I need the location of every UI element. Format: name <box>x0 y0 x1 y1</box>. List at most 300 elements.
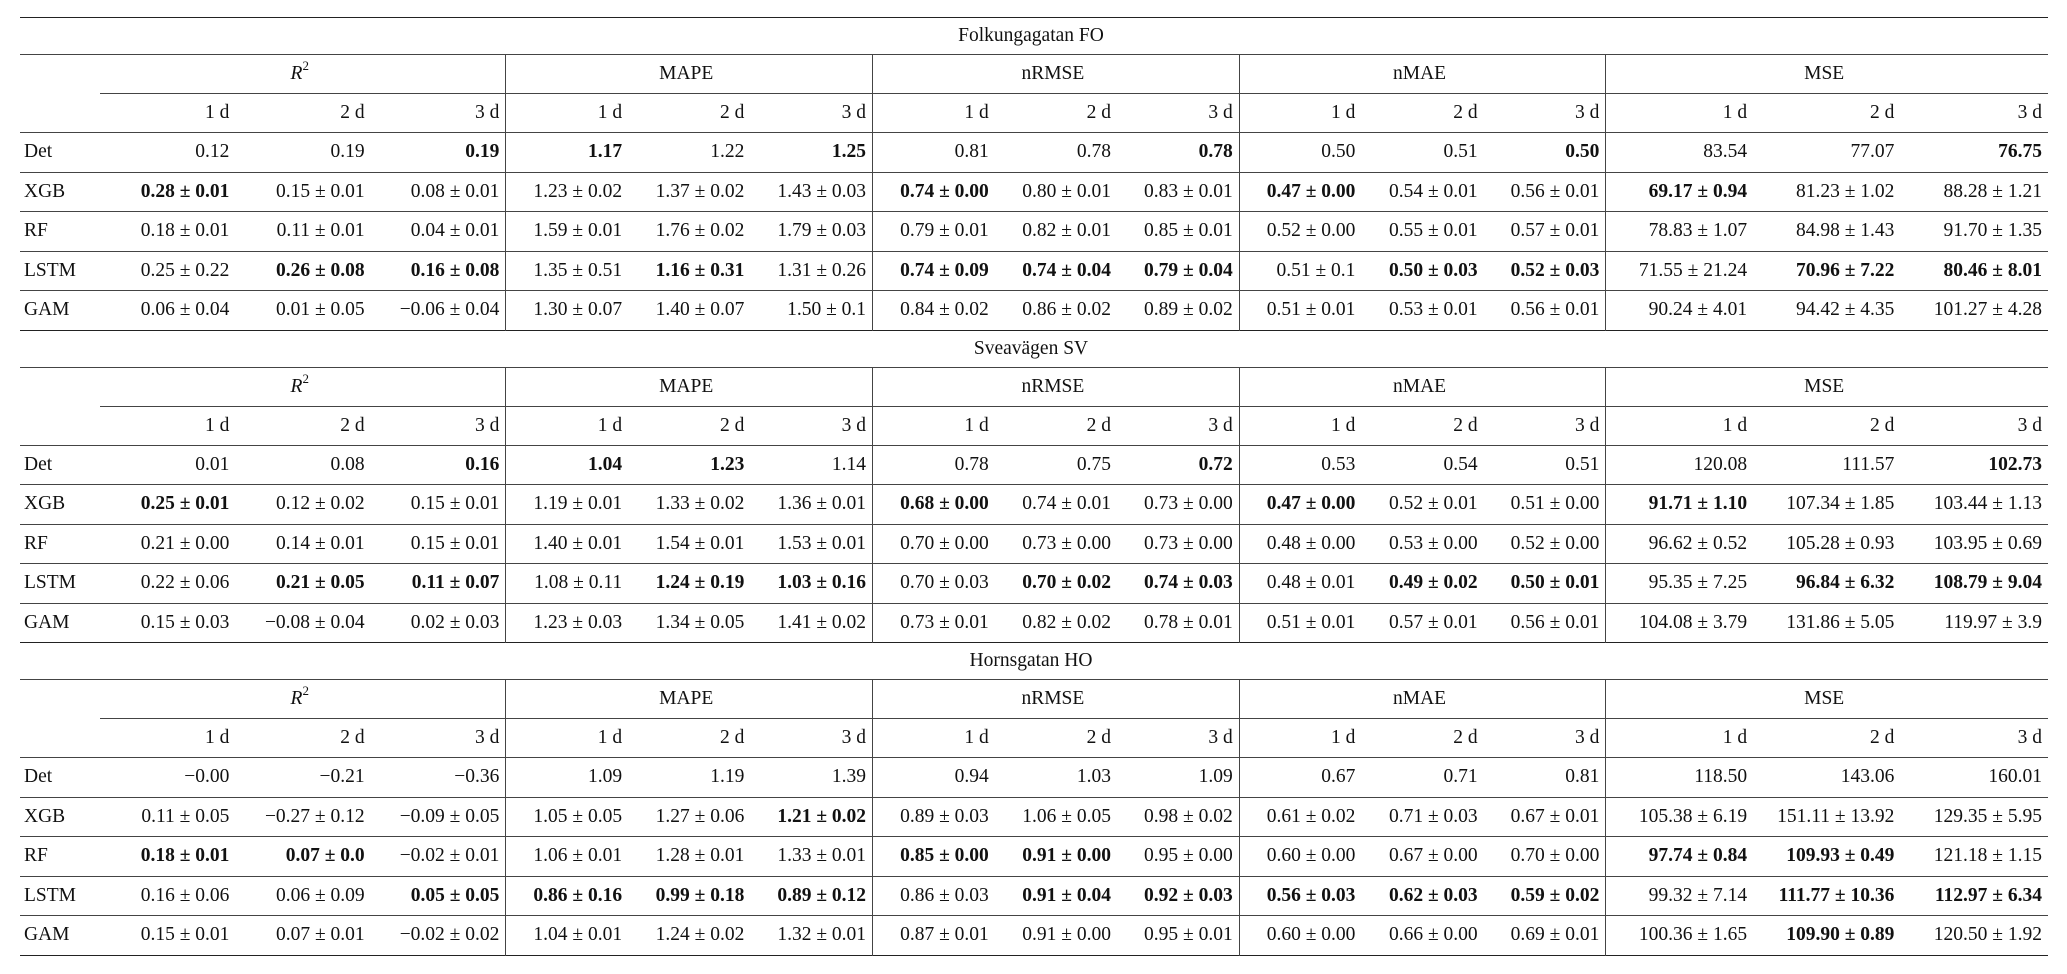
table-cell: 0.56 ± 0.03 <box>1266 884 1356 906</box>
table-cell: 0.78 ± 0.01 <box>1117 603 1239 643</box>
empty-corner-cell <box>20 719 100 758</box>
metric-label: nRMSE <box>1021 688 1085 709</box>
table-row <box>20 916 2048 956</box>
table-cell: 102.73 <box>1988 453 2042 475</box>
table-cell: 129.35 ± 5.95 <box>1933 805 2042 827</box>
horizon-label: 3 d <box>1117 719 1239 758</box>
table-cell: 151.11 ± 13.92 <box>1777 805 1895 827</box>
horizon-label: 1 d <box>597 727 623 748</box>
table-cell: 0.70 ± 0.03 <box>900 572 989 594</box>
table-cell: 0.54 ± 0.01 <box>1388 180 1478 202</box>
table-cell: 0.47 ± 0.00 <box>1266 493 1356 515</box>
table-cell: 1.23 ± 0.03 <box>533 611 623 633</box>
model-label: Det <box>24 453 53 475</box>
horizon-label: 2 d <box>340 727 365 748</box>
table-cell: 0.52 ± 0.01 <box>1388 493 1478 515</box>
table-cell: 0.02 ± 0.03 <box>371 603 506 643</box>
table-cell: 111.77 ± 10.36 <box>1778 884 1895 906</box>
table-cell: 95.35 ± 7.25 <box>1648 572 1748 594</box>
horizon-label: 1 d <box>964 102 989 123</box>
table-cell: 0.92 ± 0.03 <box>1117 876 1239 916</box>
model-label: Det <box>24 766 53 788</box>
model-label: RF <box>24 220 48 242</box>
metric-label: MAPE <box>659 63 714 84</box>
table-cell: 96.62 ± 0.52 <box>1648 532 1748 554</box>
table-cell: 0.89 ± 0.12 <box>750 876 872 916</box>
table-cell: 0.78 <box>1117 133 1239 173</box>
table-cell: 0.91 ± 0.00 <box>1022 845 1111 867</box>
table-cell: 131.86 ± 5.05 <box>1786 611 1895 633</box>
horizon-label: 1 d <box>205 414 230 436</box>
metric-header-row <box>20 680 2048 719</box>
horizon-label: 2 d <box>1086 102 1111 123</box>
table-cell: 0.01 ± 0.05 <box>275 299 365 321</box>
model-label: XGB <box>24 493 66 515</box>
table-cell: −0.27 ± 0.12 <box>264 805 365 827</box>
table-cell: −0.00 <box>184 766 230 788</box>
table-row <box>20 603 2048 643</box>
table-cell: 0.74 ± 0.01 <box>1022 493 1111 515</box>
section-title: Hornsgatan HO <box>20 643 2048 680</box>
table-cell: 1.21 ± 0.02 <box>750 797 872 837</box>
horizon-label: 1 d <box>597 414 623 436</box>
model-label: Det <box>24 141 53 163</box>
table-row <box>20 251 2048 291</box>
model-label: GAM <box>24 924 70 946</box>
table-cell: 69.17 ± 0.94 <box>1648 180 1748 202</box>
table-cell: 0.95 ± 0.01 <box>1117 916 1239 956</box>
table-cell: 0.48 ± 0.00 <box>1266 532 1356 554</box>
horizon-label: 2 d <box>1453 102 1478 123</box>
metric-header <box>1606 680 2048 719</box>
horizon-label: 1 d <box>1722 727 1748 748</box>
table-cell: 101.27 ± 4.28 <box>1933 299 2042 321</box>
table-cell: −0.21 <box>319 766 365 788</box>
table-cell: 0.25 ± 0.01 <box>140 493 230 515</box>
metric-header <box>873 680 1240 719</box>
metric-label: nMAE <box>1392 63 1447 84</box>
metric-superscript: 2 <box>302 58 309 73</box>
table-cell: 107.34 ± 1.85 <box>1786 493 1895 515</box>
horizon-label: 2 d <box>719 102 745 123</box>
horizon-label: 3 d <box>2017 414 2042 436</box>
table-cell: −0.02 ± 0.01 <box>371 837 506 877</box>
table-cell: 0.81 <box>1484 758 1606 798</box>
table-cell: 0.16 ± 0.08 <box>371 251 506 291</box>
table-cell: 78.83 ± 1.07 <box>1648 220 1748 242</box>
table-cell: 0.86 ± 0.02 <box>1022 299 1111 321</box>
horizon-label: 1 d <box>1331 727 1356 748</box>
table-cell: 0.22 ± 0.06 <box>140 572 230 594</box>
table-cell: 1.04 <box>587 453 623 475</box>
table-cell: 0.81 <box>954 141 989 163</box>
table-cell: 0.12 ± 0.02 <box>275 493 365 515</box>
table-cell: 0.91 ± 0.00 <box>1022 924 1111 946</box>
metric-header-row <box>20 55 2048 94</box>
table-cell: 0.56 ± 0.01 <box>1484 172 1606 212</box>
metric-header <box>1606 55 2048 94</box>
metric-label: nRMSE <box>1021 63 1085 84</box>
table-row <box>20 564 2048 604</box>
table-cell: 0.08 ± 0.01 <box>371 172 506 212</box>
horizon-label: 2 d <box>340 414 365 436</box>
table-cell: 0.67 ± 0.00 <box>1388 845 1478 867</box>
table-cell: 1.14 <box>750 445 872 485</box>
metric-label: MAPE <box>659 688 714 709</box>
table-cell: 0.70 ± 0.00 <box>900 532 989 554</box>
table-cell: 1.23 ± 0.02 <box>533 180 623 202</box>
table-cell: 0.19 <box>371 133 506 173</box>
table-cell: 0.69 ± 0.01 <box>1484 916 1606 956</box>
results-table-container <box>20 17 2048 956</box>
table-cell: 1.76 ± 0.02 <box>655 220 745 242</box>
model-label: RF <box>24 845 48 867</box>
metric-header <box>100 367 506 406</box>
table-cell: 0.67 <box>1321 766 1356 788</box>
metric-header <box>506 55 873 94</box>
horizon-label: 2 d <box>1870 102 1895 123</box>
table-cell: 1.09 <box>587 766 623 788</box>
section-title-row <box>20 643 2048 680</box>
metric-header <box>506 680 873 719</box>
table-cell: 1.08 ± 0.11 <box>534 572 623 594</box>
table-cell: 0.85 ± 0.00 <box>900 845 989 867</box>
table-cell: 0.25 ± 0.22 <box>140 259 230 281</box>
table-cell: 118.50 <box>1694 766 1748 788</box>
table-cell: 0.83 ± 0.01 <box>1117 172 1239 212</box>
horizon-label: 2 d <box>1453 414 1478 436</box>
horizon-label: 3 d <box>2017 727 2042 748</box>
horizon-label: 2 d <box>340 102 365 123</box>
table-cell: 0.14 ± 0.01 <box>275 532 365 554</box>
table-cell: 77.07 <box>1850 141 1895 163</box>
table-cell: 105.38 ± 6.19 <box>1638 805 1748 827</box>
table-cell: 0.79 ± 0.01 <box>900 220 989 242</box>
table-cell: 0.18 ± 0.01 <box>140 220 230 242</box>
horizon-label: 1 d <box>1331 414 1356 436</box>
table-cell: 1.23 <box>710 453 745 475</box>
table-cell: 94.42 ± 4.35 <box>1795 299 1895 321</box>
horizon-label: 2 d <box>1870 727 1895 748</box>
table-cell: 0.49 ± 0.02 <box>1388 572 1478 594</box>
table-cell: 1.54 ± 0.01 <box>655 532 745 554</box>
table-cell: 0.52 ± 0.00 <box>1484 524 1606 564</box>
table-cell: 0.28 ± 0.01 <box>140 180 230 202</box>
table-cell: 1.24 ± 0.02 <box>655 924 745 946</box>
horizon-label: 1 d <box>964 727 989 748</box>
metric-header <box>1606 367 2048 406</box>
horizon-label: 3 d <box>750 406 872 445</box>
table-cell: 0.51 ± 0.00 <box>1484 485 1606 525</box>
metric-header <box>1239 680 1606 719</box>
table-cell: 0.61 ± 0.02 <box>1266 805 1356 827</box>
table-cell: 0.15 ± 0.01 <box>371 485 506 525</box>
table-cell: 108.79 ± 9.04 <box>1933 572 2042 594</box>
table-cell: 0.11 ± 0.07 <box>371 564 506 604</box>
table-cell: 97.74 ± 0.84 <box>1648 845 1748 867</box>
metric-header <box>506 367 873 406</box>
table-cell: 1.36 ± 0.01 <box>750 485 872 525</box>
table-cell: 0.73 ± 0.00 <box>1117 524 1239 564</box>
table-cell: 1.50 ± 0.1 <box>750 291 872 331</box>
horizon-label: 2 d <box>719 727 745 748</box>
table-cell: 0.74 ± 0.00 <box>900 180 989 202</box>
table-cell: 0.89 ± 0.03 <box>900 805 989 827</box>
table-cell: 83.54 <box>1703 141 1748 163</box>
table-cell: 0.50 <box>1484 133 1606 173</box>
empty-corner-cell <box>20 55 100 94</box>
table-cell: 0.55 ± 0.01 <box>1388 220 1478 242</box>
table-cell: 0.74 ± 0.03 <box>1117 564 1239 604</box>
table-cell: 0.53 <box>1321 453 1356 475</box>
table-cell: 0.06 ± 0.09 <box>275 884 365 906</box>
table-cell: 0.74 ± 0.09 <box>900 259 989 281</box>
table-cell: 1.16 ± 0.31 <box>655 259 745 281</box>
table-cell: 76.75 <box>1998 141 2042 163</box>
model-label: XGB <box>24 180 66 202</box>
table-cell: 0.82 ± 0.02 <box>1022 611 1111 633</box>
metric-label: nRMSE <box>1021 375 1085 397</box>
empty-corner-cell <box>20 367 100 406</box>
table-cell: 0.51 ± 0.01 <box>1266 299 1356 321</box>
table-cell: 0.87 ± 0.01 <box>900 924 989 946</box>
horizon-label: 3 d <box>750 94 872 133</box>
table-cell: −0.06 ± 0.04 <box>371 291 506 331</box>
table-cell: 0.57 ± 0.01 <box>1484 212 1606 252</box>
table-cell: 0.51 ± 0.01 <box>1266 611 1356 633</box>
horizon-label: 3 d <box>1484 719 1606 758</box>
table-cell: 0.71 ± 0.03 <box>1388 805 1478 827</box>
metric-header <box>100 55 506 94</box>
metric-superscript: 2 <box>302 683 309 698</box>
metric-label: R <box>290 688 303 709</box>
horizon-label: 3 d <box>371 406 506 445</box>
horizon-label: 3 d <box>750 719 872 758</box>
table-cell: 1.24 ± 0.19 <box>655 572 745 594</box>
horizon-label: 1 d <box>1722 414 1748 436</box>
table-cell: 0.56 ± 0.01 <box>1484 603 1606 643</box>
table-cell: 1.79 ± 0.03 <box>750 212 872 252</box>
table-cell: 1.37 ± 0.02 <box>655 180 745 202</box>
horizon-label: 1 d <box>1722 102 1748 123</box>
section-title: Sveavägen SV <box>20 330 2048 367</box>
table-cell: 1.39 <box>750 758 872 798</box>
metric-label: R <box>290 375 303 397</box>
table-cell: 1.34 ± 0.05 <box>655 611 745 633</box>
table-cell: 103.44 ± 1.13 <box>1933 493 2042 515</box>
table-cell: 1.03 ± 0.16 <box>750 564 872 604</box>
table-cell: 81.23 ± 1.02 <box>1795 180 1895 202</box>
table-cell: 0.52 ± 0.03 <box>1484 251 1606 291</box>
table-cell: 90.24 ± 4.01 <box>1648 299 1748 321</box>
table-cell: 0.68 ± 0.00 <box>900 493 989 515</box>
table-cell: 0.75 <box>1076 453 1111 475</box>
table-cell: 0.79 ± 0.04 <box>1117 251 1239 291</box>
model-label: XGB <box>24 805 66 827</box>
table-cell: 0.73 ± 0.01 <box>900 611 989 633</box>
table-cell: 1.32 ± 0.01 <box>750 916 872 956</box>
table-cell: 112.97 ± 6.34 <box>1934 884 2042 906</box>
table-cell: 0.21 ± 0.00 <box>140 532 230 554</box>
table-cell: 0.52 ± 0.00 <box>1266 220 1356 242</box>
metric-label: MSE <box>1804 688 1845 709</box>
metric-header-row <box>20 367 2048 406</box>
table-cell: 1.06 ± 0.05 <box>1022 805 1111 827</box>
table-cell: 0.53 ± 0.00 <box>1388 532 1478 554</box>
table-cell: 120.50 ± 1.92 <box>1933 924 2042 946</box>
section-title-row <box>20 330 2048 367</box>
table-cell: 1.35 ± 0.51 <box>533 259 623 281</box>
table-cell: 71.55 ± 21.24 <box>1638 259 1748 281</box>
table-row <box>20 758 2048 798</box>
table-cell: 84.98 ± 1.43 <box>1795 220 1895 242</box>
table-cell: 1.19 <box>710 766 745 788</box>
table-cell: −0.08 ± 0.04 <box>264 611 365 633</box>
horizon-label: 2 d <box>1086 414 1111 436</box>
table-cell: 0.60 ± 0.00 <box>1266 924 1356 946</box>
results-table <box>20 17 2048 956</box>
table-cell: 1.04 ± 0.01 <box>533 924 623 946</box>
table-cell: 1.40 ± 0.01 <box>533 532 623 554</box>
model-label: GAM <box>24 299 70 321</box>
table-cell: 1.33 ± 0.01 <box>750 837 872 877</box>
table-cell: 0.74 ± 0.04 <box>1022 259 1111 281</box>
metric-header <box>1239 55 1606 94</box>
table-cell: 0.78 <box>954 453 989 475</box>
table-cell: 0.51 ± 0.1 <box>1276 259 1356 281</box>
table-cell: 0.91 ± 0.04 <box>1022 884 1111 906</box>
table-cell: 0.57 ± 0.01 <box>1388 611 1478 633</box>
table-cell: 0.48 ± 0.01 <box>1266 572 1356 594</box>
table-cell: 1.17 <box>587 141 623 163</box>
table-cell: 0.47 ± 0.00 <box>1266 180 1356 202</box>
table-cell: 0.16 ± 0.06 <box>140 884 230 906</box>
horizon-label: 2 d <box>1870 414 1895 436</box>
metric-header <box>100 680 506 719</box>
table-cell: 96.84 ± 6.32 <box>1795 572 1895 594</box>
table-cell: 1.59 ± 0.01 <box>533 220 623 242</box>
horizon-label: 2 d <box>1086 727 1111 748</box>
horizon-label: 3 d <box>371 94 506 133</box>
metric-label: R <box>290 63 303 84</box>
table-cell: 0.07 ± 0.0 <box>285 845 365 867</box>
table-cell: 100.36 ± 1.65 <box>1638 924 1748 946</box>
table-cell: 0.51 <box>1484 445 1606 485</box>
table-cell: 0.08 <box>330 453 365 475</box>
table-cell: 0.54 <box>1443 453 1478 475</box>
empty-corner-cell <box>20 680 100 719</box>
table-cell: 0.98 ± 0.02 <box>1117 797 1239 837</box>
table-row <box>20 485 2048 525</box>
table-cell: 0.26 ± 0.08 <box>275 259 365 281</box>
horizon-label: 1 d <box>205 727 230 748</box>
table-cell: 0.12 <box>195 141 230 163</box>
table-cell: 0.70 ± 0.02 <box>1022 572 1111 594</box>
table-cell: 0.95 ± 0.00 <box>1117 837 1239 877</box>
table-cell: 88.28 ± 1.21 <box>1943 180 2042 202</box>
table-cell: 0.15 ± 0.01 <box>140 924 230 946</box>
horizon-label: 1 d <box>1331 102 1356 123</box>
table-cell: 1.06 ± 0.01 <box>533 845 623 867</box>
table-cell: 0.66 ± 0.00 <box>1388 924 1478 946</box>
horizon-label: 3 d <box>1117 406 1239 445</box>
horizon-header-row <box>20 719 2048 758</box>
metric-label: nMAE <box>1392 688 1447 709</box>
metric-header <box>873 367 1240 406</box>
table-cell: 0.67 ± 0.01 <box>1484 797 1606 837</box>
table-cell: 1.25 <box>750 133 872 173</box>
horizon-label: 3 d <box>371 719 506 758</box>
model-label: LSTM <box>24 572 77 594</box>
table-cell: 109.93 ± 0.49 <box>1786 845 1895 867</box>
table-cell: 0.99 ± 0.18 <box>655 884 745 906</box>
section-title-row <box>20 18 2048 55</box>
horizon-label: 1 d <box>205 102 230 123</box>
table-row <box>20 291 2048 331</box>
table-cell: 1.40 ± 0.07 <box>655 299 745 321</box>
table-cell: 0.15 ± 0.01 <box>371 524 506 564</box>
table-cell: 0.71 <box>1443 766 1478 788</box>
table-cell: 0.60 ± 0.00 <box>1266 845 1356 867</box>
table-cell: −0.02 ± 0.02 <box>371 916 506 956</box>
metric-superscript: 2 <box>302 370 309 386</box>
table-row <box>20 797 2048 837</box>
table-cell: 0.18 ± 0.01 <box>140 845 230 867</box>
metric-label: MSE <box>1804 375 1845 397</box>
table-cell: 0.01 <box>195 453 230 475</box>
model-label: GAM <box>24 611 70 633</box>
empty-corner-cell <box>20 406 100 445</box>
table-cell: 0.73 ± 0.00 <box>1022 532 1111 554</box>
table-cell: 99.32 ± 7.14 <box>1648 884 1748 906</box>
metric-header <box>873 55 1240 94</box>
table-cell: 143.06 <box>1840 766 1895 788</box>
horizon-label: 3 d <box>2017 102 2042 123</box>
table-cell: 0.56 ± 0.01 <box>1484 291 1606 331</box>
table-cell: 1.03 <box>1076 766 1111 788</box>
horizon-label: 3 d <box>1484 94 1606 133</box>
table-cell: 1.22 <box>710 141 745 163</box>
model-label: LSTM <box>24 884 77 906</box>
horizon-label: 3 d <box>1117 94 1239 133</box>
table-cell: 1.05 ± 0.05 <box>533 805 623 827</box>
table-cell: 0.15 ± 0.01 <box>275 180 365 202</box>
table-cell: 80.46 ± 8.01 <box>1943 259 2042 281</box>
table-cell: 1.28 ± 0.01 <box>655 845 745 867</box>
table-cell: 0.21 ± 0.05 <box>275 572 365 594</box>
table-cell: 0.16 <box>371 445 506 485</box>
table-cell: 105.28 ± 0.93 <box>1786 532 1895 554</box>
table-cell: 0.72 <box>1117 445 1239 485</box>
table-row <box>20 172 2048 212</box>
horizon-label: 1 d <box>597 102 623 123</box>
metric-label: MAPE <box>659 375 714 397</box>
table-row <box>20 212 2048 252</box>
table-cell: 0.19 <box>330 141 365 163</box>
table-cell: 0.50 <box>1321 141 1356 163</box>
table-cell: 70.96 ± 7.22 <box>1795 259 1895 281</box>
table-cell: 1.31 ± 0.26 <box>750 251 872 291</box>
table-cell: 103.95 ± 0.69 <box>1933 532 2042 554</box>
metric-label: nMAE <box>1392 375 1447 397</box>
model-label: RF <box>24 532 48 554</box>
table-cell: 160.01 <box>1988 766 2042 788</box>
table-cell: 1.33 ± 0.02 <box>655 493 745 515</box>
table-cell: 0.53 ± 0.01 <box>1388 299 1478 321</box>
horizon-label: 3 d <box>1484 406 1606 445</box>
table-cell: 111.57 <box>1842 453 1895 475</box>
table-cell: 0.15 ± 0.03 <box>140 611 230 633</box>
